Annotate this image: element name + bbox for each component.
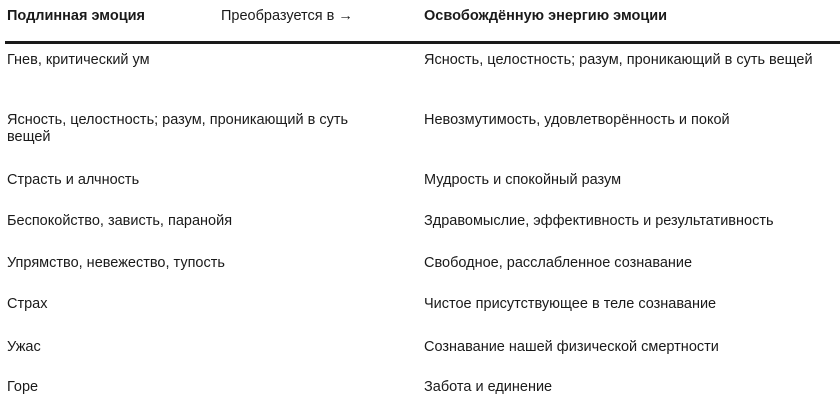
released-energy-cell: Невозмутимость, удовлетворённость и покой bbox=[424, 112, 730, 128]
released-energy-cell: Сознавание нашей физической смертности bbox=[424, 339, 719, 355]
source-emotion-cell: Ужас bbox=[7, 339, 41, 355]
released-energy-cell: Забота и единение bbox=[424, 379, 553, 395]
source-emotion-cell: Ясность, целостность; разум, проникающий в суть вещей bbox=[7, 112, 349, 145]
header-released-energy: Освобождённую энергию эмоции bbox=[424, 8, 668, 24]
header-transforms-into: Преобразуется в → bbox=[221, 8, 353, 24]
released-energy-cell: Здравомыслие, эффективность и результативность bbox=[424, 213, 774, 229]
released-energy-cell: Мудрость и спокойный разум bbox=[424, 172, 622, 188]
source-emotion-cell: Страсть и алчность bbox=[7, 172, 140, 188]
table-header bbox=[0, 0, 840, 44]
source-emotion-cell: Страх bbox=[7, 296, 48, 312]
released-energy-cell: Чистое присутствующее в теле сознавание bbox=[424, 296, 717, 312]
source-emotion-cell: Упрямство, невежество, тупость bbox=[7, 255, 225, 271]
source-emotion-cell: Гнев, критический ум bbox=[7, 52, 150, 68]
released-energy-cell: Свободное, расслабленное сознавание bbox=[424, 255, 693, 271]
released-energy-cell: Ясность, целостность; разум, проникающий в суть вещей bbox=[424, 52, 813, 68]
source-emotion-cell: Беспокойство, зависть, паранойя bbox=[7, 213, 233, 229]
source-emotion-cell: Горе bbox=[7, 379, 39, 395]
header-source-emotion: Подлинная эмоция bbox=[7, 8, 145, 24]
header-divider bbox=[5, 41, 840, 44]
